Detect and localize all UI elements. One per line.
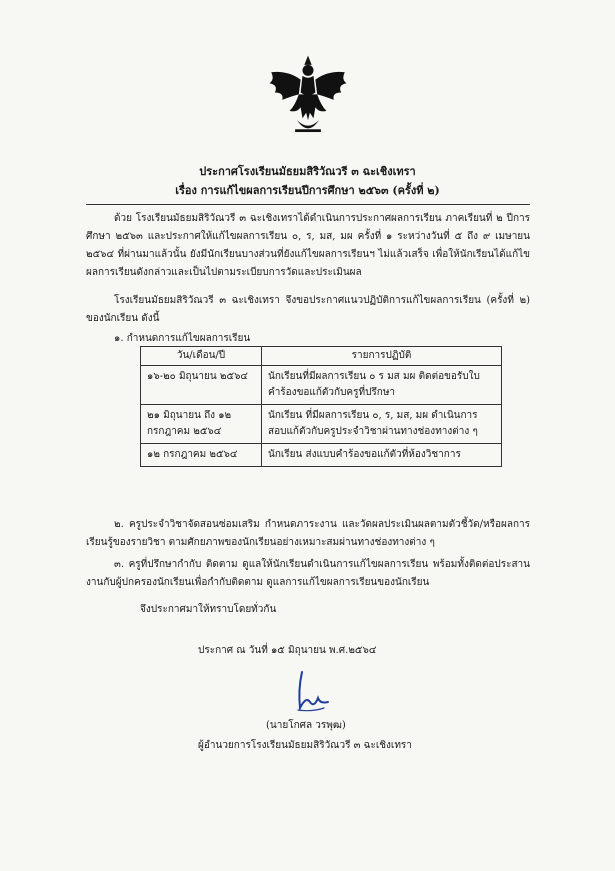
header-task: รายการปฏิบัติ	[262, 347, 502, 366]
item-1-heading: ๑. กำหนดการแก้ไขผลการเรียน	[114, 333, 251, 344]
table-row	[141, 405, 502, 444]
closing-line: จึงประกาศมาให้ทราบโดยทั่วกัน	[140, 604, 277, 615]
signer-position: ผู้อำนวยการโรงเรียนมัธยมสิริวัณวรี ๓ ฉะเชิงเทรา	[198, 740, 412, 751]
garuda-emblem-icon	[262, 52, 354, 144]
row-date: ๑๖-๒๐ มิถุนายน ๒๕๖๔	[141, 366, 262, 405]
table-row	[141, 444, 502, 467]
announcement-title: ประกาศโรงเรียนมัธยมสิริวัณวรี ๓ ฉะเชิงเทรา	[199, 165, 416, 178]
announcement-paragraph: โรงเรียนมัธยมสิริวัณวรี ๓ ฉะเชิงเทรา จึงขอประกาศแนวปฏิบัติการแก้ไขผลการเรียน (ครั้งที่ ๒) ของนักเรียน ดังนี้	[86, 295, 530, 324]
row-task: นักเรียน ส่งแบบคำร้องขอแก้ตัวที่ห้องวิชาการ	[262, 444, 502, 467]
row-date: ๑๒ กรกฎาคม ๒๕๖๔	[141, 444, 262, 467]
title-divider	[86, 204, 530, 205]
announcement-date: ประกาศ ณ วันที่ ๑๕ มิถุนายน พ.ศ.๒๕๖๔	[198, 645, 377, 656]
table-row	[141, 366, 502, 405]
row-date: ๒๑ มิถุนายน ถึง ๑๒ กรกฎาคม ๒๕๖๔	[141, 405, 262, 444]
intro-paragraph: ด้วย โรงเรียนมัธยมสิริวัณวรี ๓ ฉะเชิงเทราได้ดำเนินการประกาศผลการเรียน ภาคเรียนที่ ๒ ปีการศึกษา ๒๕๖๓ และประกาศให้แก้ไขผลการเรียน ๐, ร, มส, มผ ครั้งที่ ๑ ระหว่างวันที่ ๕ ถึง ๙ เมษายน ๒๕๖๔ ที่ผ่านมาแล้วนั้น ยังมีนักเรียนบางส่วนที่ยังแก้ไขผลการเรียนฯ ไม่แล้วเสร็จ เพื่อให้นักเรียนได้แก้ไขผลการเรียนดังกล่าวและเป็นไปตามระเบียบการวัดและประเมินผล	[86, 213, 531, 278]
signer-name: (นายโกศล วรพุฒ)	[266, 720, 346, 731]
row-task: นักเรียนที่มีผลการเรียน ๐ ร มส มผ ติดต่อขอรับใบคำร้องขอแก้ตัวกับครูที่ปรึกษา	[262, 366, 502, 405]
header-date: วัน/เดือน/ปี	[141, 347, 262, 366]
signature-icon	[284, 668, 334, 714]
announcement-subject: เรื่อง การแก้ไขผลการเรียนปีการศึกษา ๒๕๖๓ (ครั้งที่ ๒)	[175, 184, 440, 197]
item-3-paragraph: ๓. ครูที่ปรึกษากำกับ ติดตาม ดูแลให้นักเรียนดำเนินการแก้ไขผลการเรียน พร้อมทั้งติดต่อประสานงานกับผู้ปกครองนักเรียนเพื่อกำกับติดตาม ดูแลการแก้ไขผลการเรียนของนักเรียน	[86, 559, 530, 588]
item-2-paragraph: ๒. ครูประจำวิชาจัดสอนซ่อมเสริม กำหนดภาระงาน และวัดผลประเมินผลตามตัวชี้วัด/หรือผลการเรียนรู้ของรายวิชา ตามศักยภาพของนักเรียนอย่างเหมาะสมผ่านทางช่องทางต่าง ๆ	[86, 519, 530, 548]
schedule-table	[140, 346, 502, 467]
table-header-row	[141, 347, 502, 366]
row-task: นักเรียน ที่มีผลการเรียน ๐, ร, มส, มผ ดำเนินการสอบแก้ตัวกับครูประจำวิชาผ่านทางช่องทางต่าง ๆ	[262, 405, 502, 444]
